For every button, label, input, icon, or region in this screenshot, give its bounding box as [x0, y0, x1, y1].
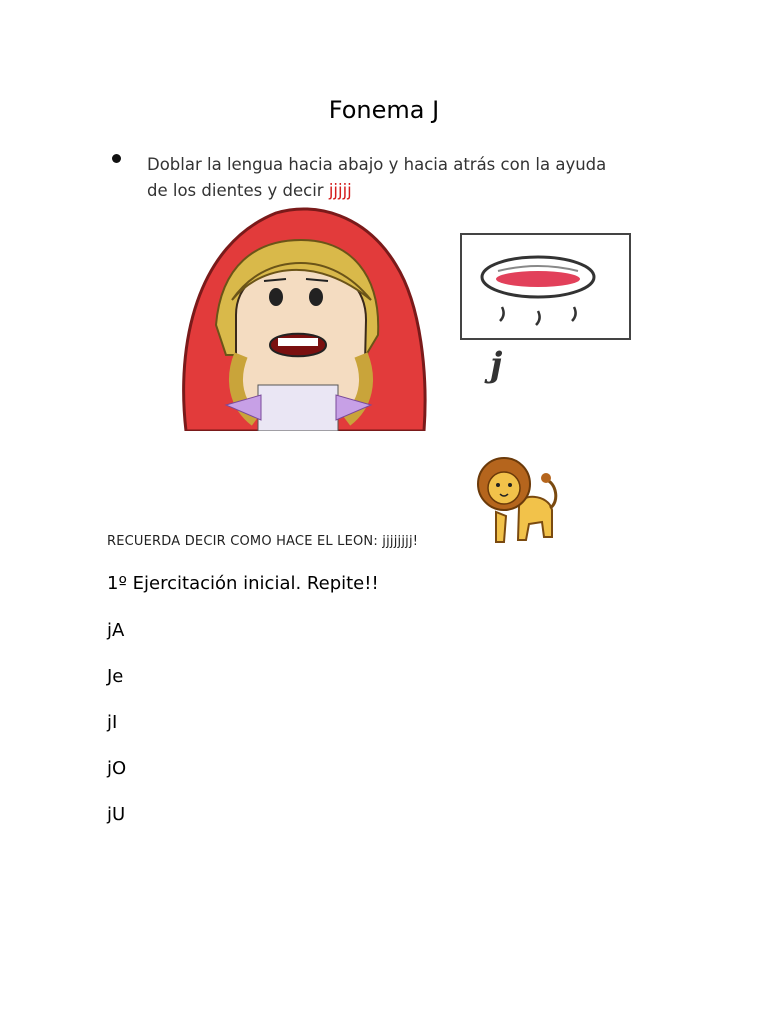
syllable-je: Je	[107, 666, 124, 687]
instruction-body: Doblar la lengua hacia abajo y hacia atrás con la ayuda de los dientes y decir	[147, 155, 607, 200]
exercise-title: 1º Ejercitación inicial. Repite!!	[107, 573, 379, 594]
syllable-jo: jO	[107, 758, 127, 779]
instruction-highlight: jjjjj	[328, 181, 352, 200]
instruction-text	[147, 152, 617, 204]
page-title: Fonema J	[328, 96, 440, 124]
syllable-ji: jI	[107, 712, 118, 733]
girl-red-hood-illustration	[166, 205, 432, 431]
lion-icon	[474, 452, 560, 547]
syllable-ja: jA	[107, 620, 125, 641]
mouth-diagram	[460, 233, 631, 340]
syllable-ju: jU	[107, 804, 126, 825]
bullet-icon	[112, 154, 121, 163]
mouth-teeth-icon	[462, 235, 629, 338]
j-letter-glyph: j	[490, 345, 503, 385]
remember-text: RECUERDA DECIR COMO HACE EL LEON: jjjjjjjj!	[107, 534, 419, 549]
